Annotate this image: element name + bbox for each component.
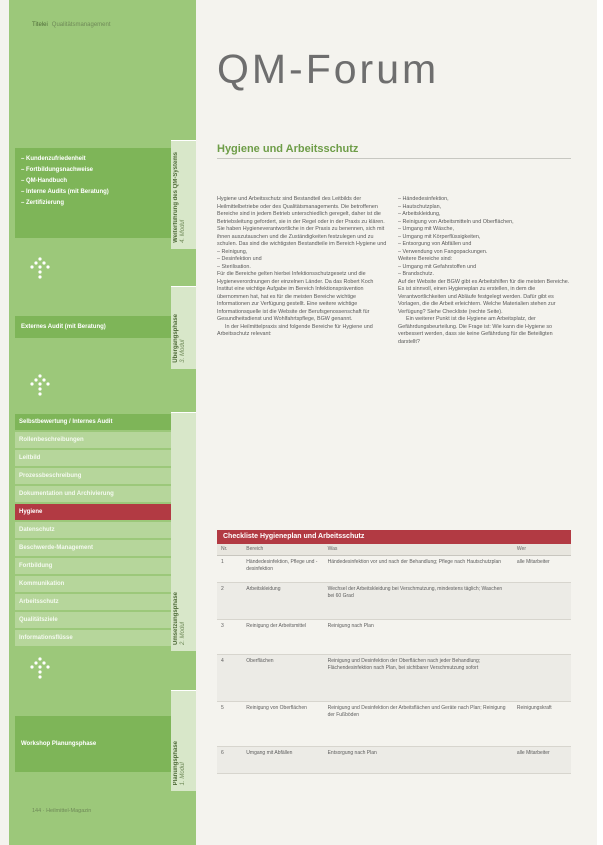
list-item: – Desinfektion und (217, 256, 262, 262)
sidebar-group-item[interactable]: Workshop Planungsphase (21, 741, 97, 747)
sidebar-group-continuation (15, 148, 171, 238)
arrow-up-icon (26, 255, 54, 283)
phase-band-transition (171, 286, 196, 369)
phase-band-step: 3. Modul (180, 339, 187, 363)
sidebar-item-mission[interactable]: Leitbild (15, 450, 171, 466)
cell-who (513, 583, 571, 619)
phase-band-step: 4. Modul (180, 219, 187, 243)
breadcrumb-part-2: Qualitätsmanagement (51, 22, 111, 28)
cell-who: alle Mitarbeiter (516, 559, 550, 565)
paragraph: In der Heilmittelpraxis sind folgende Bereiche für Hygiene und Arbeitsschutz relevant: (217, 323, 373, 337)
article-column-1 (217, 196, 387, 339)
page-title: QM-Forum (217, 46, 440, 92)
arrow-up-icon (26, 655, 54, 683)
cell-area: Reinigung der Arbeitsmittel (246, 623, 307, 629)
phase-band-label: Übergangsphase (173, 314, 179, 363)
cell-what: Reinigung und Desinfektion der Oberflächen nach jeder Behandlung; Flächendesinfektion nach Plan, bei sichtbarer Verschmutzung sofort (327, 658, 481, 671)
phase-band-planning (171, 690, 196, 791)
sidebar-item-roles[interactable]: Rollenbeschreibungen (15, 432, 171, 448)
cell-who (513, 620, 571, 654)
sidebar-group-item[interactable]: Externes Audit (mit Beratung) (21, 324, 106, 330)
sidebar-item-documentation[interactable]: Dokumentation und Archivierung (15, 486, 171, 502)
table-header-row (217, 544, 571, 556)
phase-band-label: Planungsphase (173, 740, 179, 785)
sidebar-group-external-audit (15, 316, 171, 338)
list-item: – Umgang mit Wäsche, (398, 226, 455, 232)
list-item: – Händedesinfektion, (398, 196, 449, 202)
article-heading: Hygiene und Arbeitsschutz (217, 143, 359, 155)
sidebar-item-process[interactable]: Prozessbeschreibung (15, 468, 171, 484)
cell-what: Wechsel der Arbeitskleidung bei Verschmutzung, mindestens täglich; Waschen bei 60 Grad (327, 586, 503, 599)
sidebar-item-communication[interactable]: Kommunikation (15, 576, 171, 592)
list-item: – Entsorgung von Abfällen und (398, 241, 472, 247)
cell-what: Reinigung und Desinfektion der Arbeitsflächen und Geräte nach Plan; Reinigung der Fußböden (327, 705, 506, 718)
cell-area: Arbeitskleidung (246, 586, 281, 592)
sidebar-group-item[interactable]: – QM-Handbuch (21, 178, 67, 184)
sidebar-group-item[interactable]: – Zertifizierung (21, 200, 65, 206)
cell-nr: 3 (221, 623, 224, 629)
cell-area: Oberflächen (246, 658, 274, 664)
sidebar-group-item[interactable]: – Kundenzufriedenheit (21, 156, 86, 162)
divider (217, 158, 571, 159)
checklist-table (217, 530, 571, 774)
list-item: – Umgang mit Körperflüssigkeiten, (398, 233, 481, 240)
phase-band-step: 2. Modul (180, 621, 187, 645)
paragraph: Hygiene und Arbeitsschutz sind Bestandteil des Leitbilds der Heilmittelbetriebe oder des Qualitätsmanagements. Die betroffenen Bereiche sind in jedem Betrieb unterschiedlich geregelt, daher ist die Betriebsleitung gefordert, sie in der Regel oder in der Praxis zu klären. Sie haben Hygieneverantwortliche in der Praxis zu benennen, sich mit ihnen auszutauschen und die Zuständigkeiten festzulegen und zu schulen. Das sind die wichtigsten Bestandteile im Bereich Hygiene und (217, 196, 387, 247)
list-item: – Sterilisation. (217, 263, 251, 270)
table-row (217, 583, 571, 620)
sidebar-group-item[interactable]: – Interne Audits (mit Beratung) (21, 189, 109, 195)
column-header-area: Bereich (246, 546, 264, 552)
phase-band-label: Umsetzungsphase (173, 591, 179, 645)
page-footer: 144 · Heilmittel-Magazin (32, 808, 92, 814)
article-column-2 (398, 196, 570, 346)
column-header-who: Wer (516, 546, 526, 552)
sidebar-item-information[interactable]: Informationsflüsse (15, 630, 171, 646)
paragraph: Für die Bereiche gelten hierbei Infektionsschutzgesetz und die Hygieneverordnungen der einzelnen Länder. Da das Robert Koch Institut eine wichtige Aufgabe im Bereich Infektionsprävention übernommen hat, hat es für die meisten Bereiche wichtige Informationen zur Verfügung gestellt. Eine weitere wichtige Informationsquelle ist die Website der Berufsgenossenschaft für Gesundheitsdienst und Wohlfahrtspflege, BGW genannt. (217, 271, 374, 322)
cell-nr: 2 (221, 586, 224, 592)
list-item: – Reinigung, (217, 248, 248, 255)
cell-area: Reinigung von Oberflächen (246, 705, 307, 711)
sidebar-item-training[interactable]: Fortbildung (15, 558, 171, 574)
phase-band-continuation (171, 140, 196, 249)
breadcrumb (32, 22, 111, 28)
cell-what: Entsorgung nach Plan (327, 750, 377, 756)
cell-what: Reinigung nach Plan (327, 623, 374, 629)
sidebar-item-self-assessment[interactable]: Selbstbewertung / Internes Audit (15, 414, 171, 430)
sidebar-item-hygiene[interactable]: Hygiene (15, 504, 171, 520)
sidebar-item-occupational-safety[interactable]: Arbeitsschutz (15, 594, 171, 610)
phase-band-label: Weiterführung des QM-Systems (173, 152, 179, 243)
phase-band-implementation (171, 412, 196, 651)
sidebar-group-planning (15, 716, 171, 772)
paragraph: Ein weiterer Punkt ist die Hygiene am Arbeitsplatz, der Gefährdungsbeurteilung. Die Frage ist: Wie kann die Hygiene so verbessert werden, dass sie keine Gefährdung für die Beteiligten darstellt? (398, 316, 553, 345)
list-item: – Umgang mit Gefahrstoffen und (398, 263, 477, 270)
sidebar-module-list (15, 414, 171, 648)
table-row (217, 747, 571, 774)
table-title: Checkliste Hygieneplan und Arbeitsschutz (217, 530, 571, 544)
table-row (217, 620, 571, 655)
phase-band-step: 1. Modul (180, 761, 187, 785)
sidebar-item-quality-goals[interactable]: Qualitätsziele (15, 612, 171, 628)
cell-what: Händedesinfektion vor und nach der Behandlung; Pflege nach Hautschutzplan (327, 559, 502, 565)
paragraph: Auf der Website der BGW gibt es Arbeitshilfen für die meisten Bereiche. Es ist sinnvoll, einen Hygieneplan zu erstellen, in dem die Verantwortlichkeiten und Abläufe festgelegt werden. Dafür gibt es Vorlagen, die die Arbeit erleichtern. Welche Materialien stehen zur Verfügung? Siehe Checkliste (rechte Seite). (398, 278, 570, 315)
list-item: – Verwendung von Fangopackungen. (398, 248, 488, 255)
cell-area: Händedesinfektion, Pflege und -desinfektion (246, 559, 318, 572)
list-item: – Reinigung von Arbeitsmitteln und Oberflächen, (398, 218, 514, 225)
sidebar-item-complaints[interactable]: Beschwerde-Management (15, 540, 171, 556)
table-row (217, 556, 571, 583)
cell-nr: 1 (221, 559, 224, 565)
column-header-what: Was (327, 546, 338, 552)
cell-who (513, 655, 571, 701)
cell-who: alle Mitarbeiter (516, 750, 550, 756)
sidebar-item-data-protection[interactable]: Datenschutz (15, 522, 171, 538)
page-gutter (597, 0, 603, 845)
cell-nr: 6 (221, 750, 224, 756)
cell-nr: 4 (221, 658, 224, 664)
arrow-up-icon (26, 372, 54, 400)
list-item: – Hautschutzplan, (398, 203, 442, 210)
breadcrumb-part-1: Titelei (32, 22, 48, 28)
cell-who: Reinigungskraft (516, 705, 552, 711)
list-item: – Arbeitskleidung, (398, 211, 441, 217)
cell-area: Umgang mit Abfällen (246, 750, 293, 756)
list-item: – Brandschutz. (398, 271, 434, 277)
column-header-nr: Nr. (221, 546, 228, 552)
cell-nr: 5 (221, 705, 224, 711)
table-row (217, 702, 571, 747)
table-row (217, 655, 571, 702)
paragraph: Weitere Bereiche sind: (398, 256, 453, 262)
sidebar-group-item[interactable]: – Fortbildungsnachweise (21, 167, 94, 173)
